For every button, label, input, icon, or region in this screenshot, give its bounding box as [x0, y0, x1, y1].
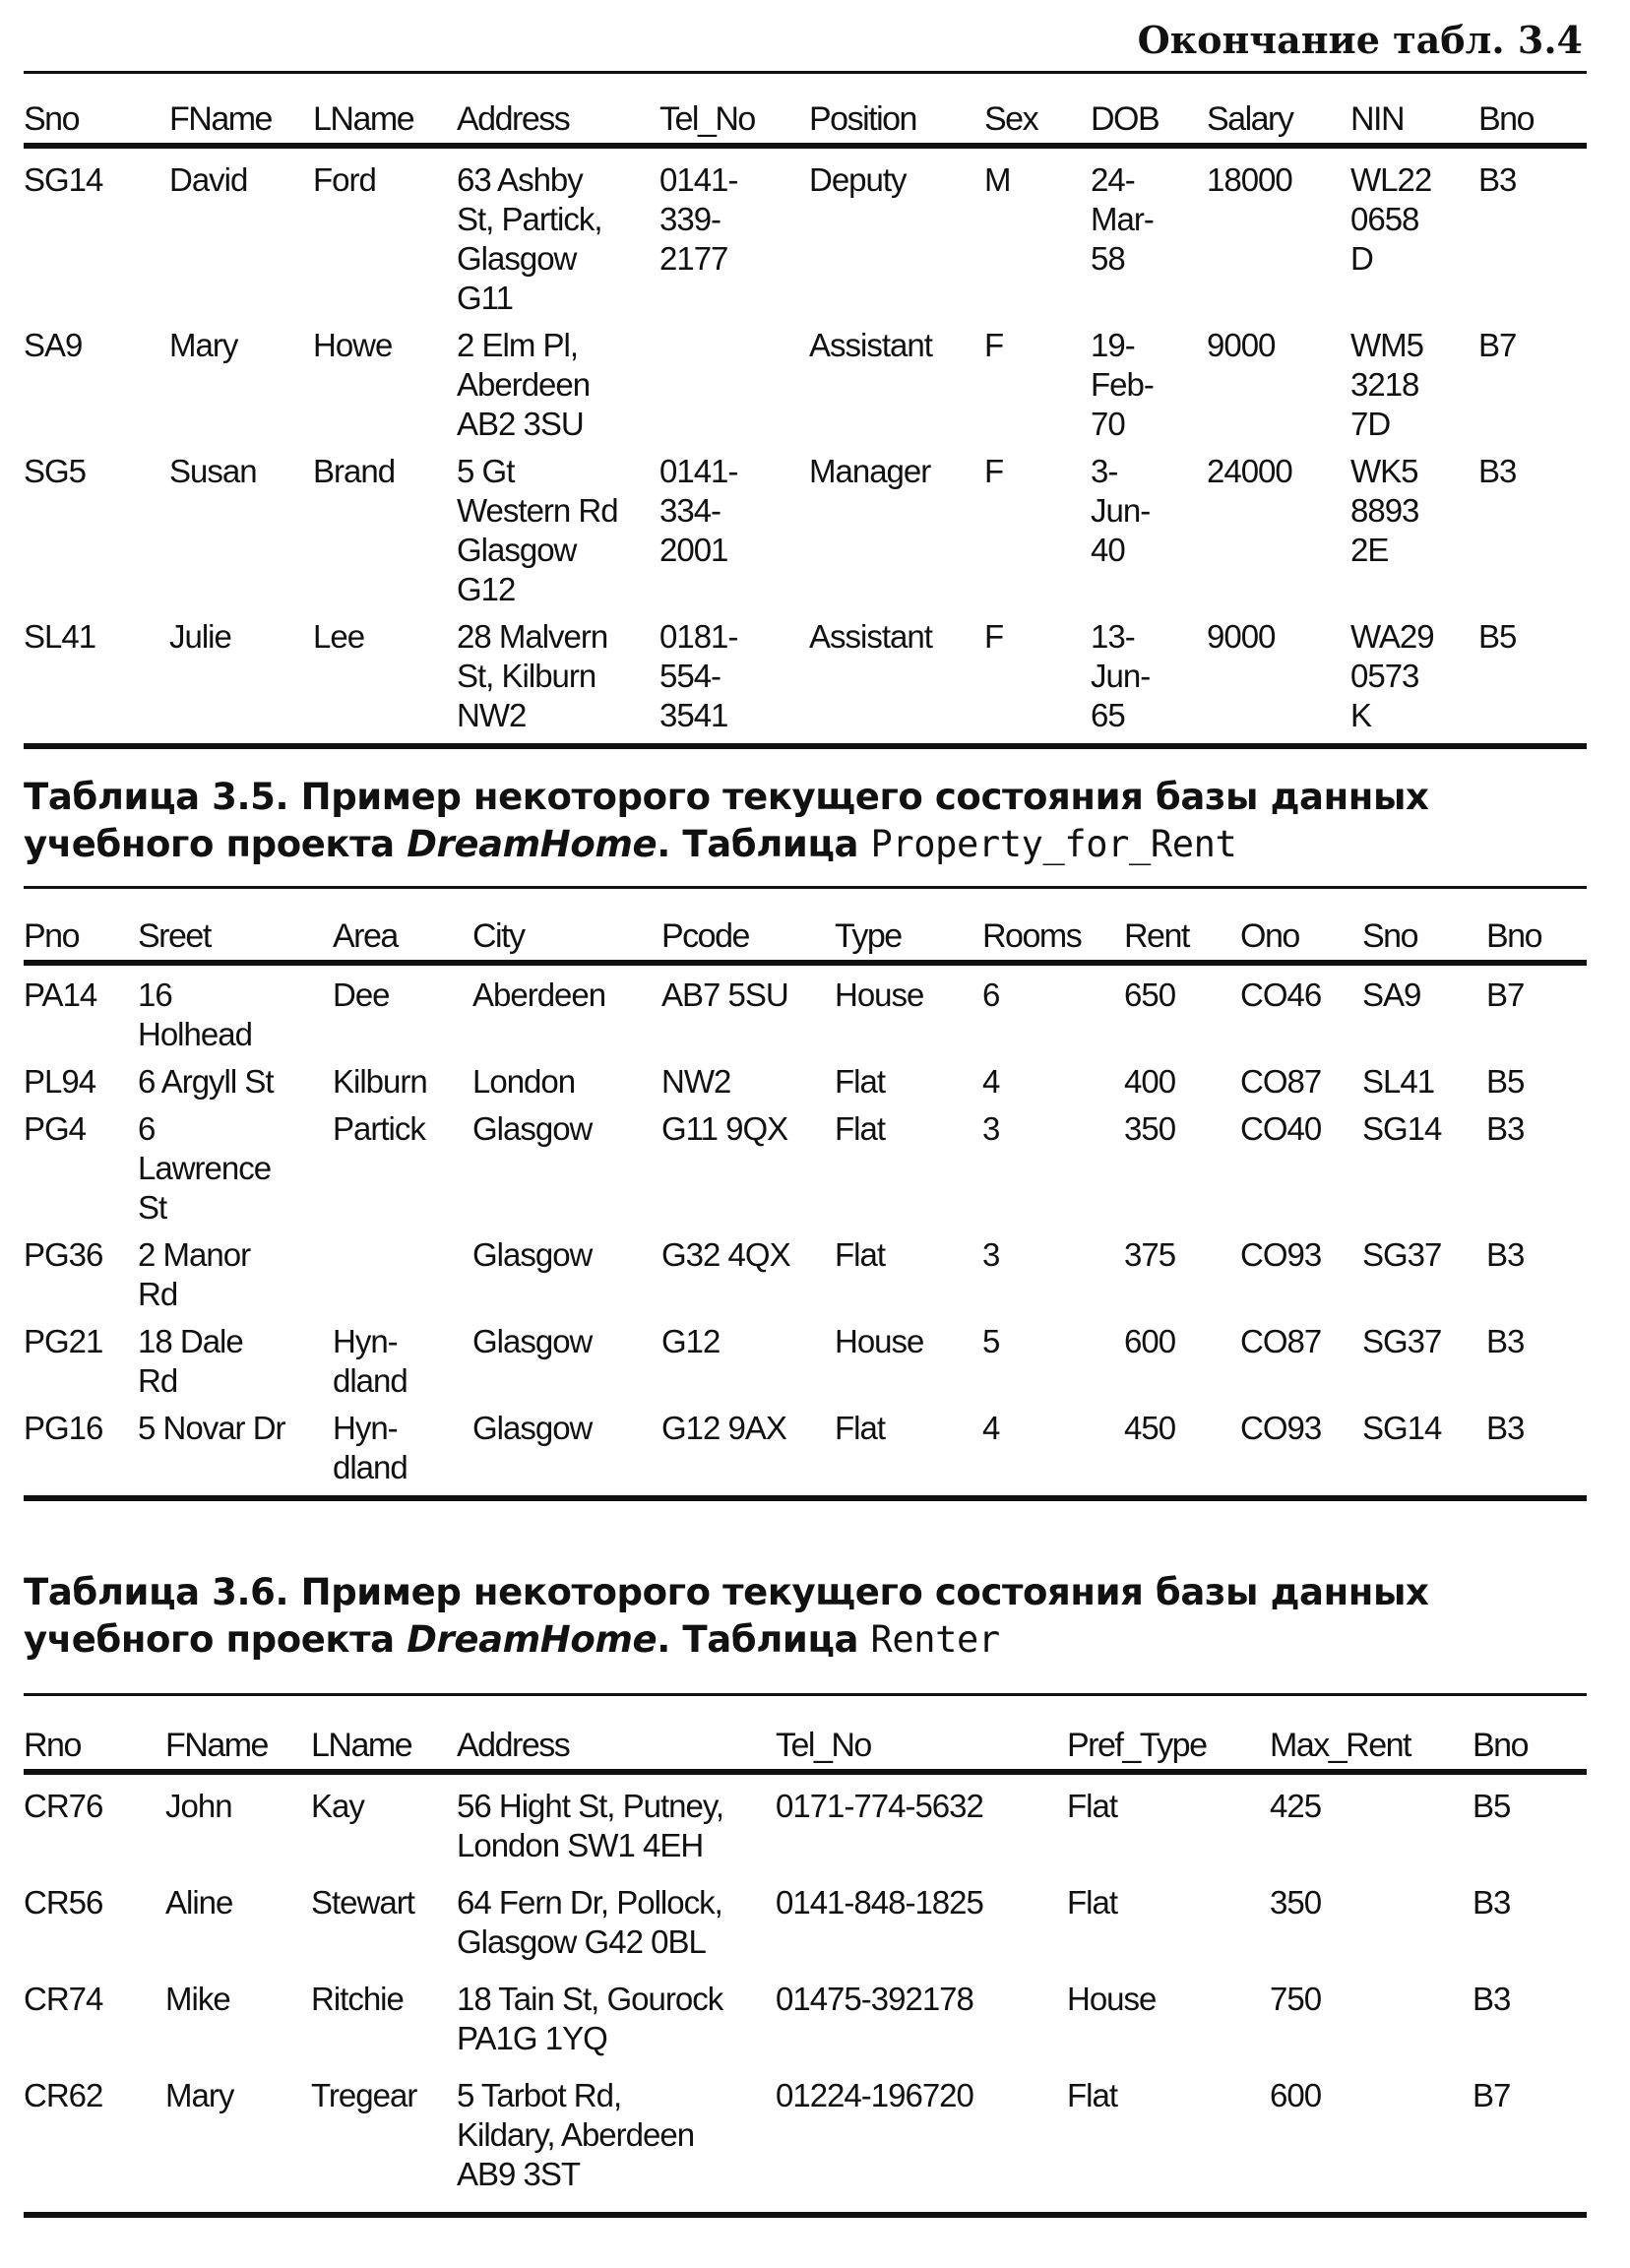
- table-cell: Manager: [809, 453, 931, 489]
- table-cell: 650: [1124, 976, 1176, 1013]
- table-cell: 600: [1124, 1323, 1176, 1359]
- table-cell: 5 Novar Dr: [138, 1409, 333, 1498]
- table-cell: WL22 0658 D: [1350, 161, 1432, 277]
- table-cell: 3: [982, 1110, 1000, 1147]
- table-cell: 425: [1270, 1788, 1322, 1824]
- table-cell: SG37: [1362, 1323, 1442, 1359]
- table-cell: Mike: [165, 1981, 230, 2017]
- caption-table-name: Property_for_Rent: [870, 823, 1237, 865]
- table-cell: B7: [1486, 976, 1525, 1013]
- table-cell: Aberdeen: [472, 976, 606, 1013]
- table-cell: B3: [1486, 1323, 1525, 1359]
- table-cell: John: [165, 1788, 232, 1824]
- table-cell: 2 Manor Rd: [138, 1236, 251, 1312]
- table-cell: Flat: [835, 1236, 886, 1273]
- column-header: Position: [809, 73, 984, 147]
- table-cell: WM5 3218 7D: [1350, 327, 1423, 442]
- column-header: Max_Rent: [1270, 1695, 1473, 1773]
- table-cell: 0181- 554- 3541: [659, 617, 809, 746]
- caption-project-name: DreamHome: [407, 823, 658, 865]
- table-cell: B7: [1478, 327, 1517, 363]
- column-header: Pref_Type: [1067, 1695, 1270, 1773]
- table-cell: Ford: [313, 161, 376, 198]
- table-cell: Dee: [333, 976, 390, 1013]
- table-cell: Mary: [165, 2076, 311, 2215]
- column-header: Pcode: [661, 888, 835, 964]
- table-cell: B3: [1486, 1409, 1587, 1498]
- table-cell: SG14: [1362, 1409, 1486, 1498]
- table-cell: 16 Holhead: [138, 976, 252, 1052]
- renter-header-row: [24, 1695, 1587, 1773]
- continuation-label: Окончание табл. 3.4: [1137, 18, 1583, 62]
- renter-table: [24, 1693, 1587, 2218]
- column-header: City: [472, 888, 661, 964]
- table-cell: 9000: [1207, 617, 1350, 746]
- table-cell: 0141- 339- 2177: [659, 161, 738, 277]
- table-cell: Susan: [169, 453, 257, 489]
- table-cell: NW2: [661, 1063, 731, 1100]
- table-cell: Flat: [835, 1409, 982, 1498]
- table-cell: 750: [1270, 1981, 1322, 2017]
- table-cell: Glasgow: [472, 1323, 593, 1359]
- table-cell: SA9: [1362, 976, 1421, 1013]
- table-row: [24, 1062, 1587, 1109]
- column-header: Pno: [24, 888, 138, 964]
- table-cell: David: [169, 161, 248, 198]
- table-cell: 24- Mar- 58: [1091, 161, 1154, 277]
- table-cell: Partick: [333, 1110, 425, 1147]
- table-cell: 3: [982, 1236, 1000, 1273]
- column-header: Address: [457, 1695, 776, 1773]
- column-header: Sex: [984, 73, 1091, 147]
- table-cell: 01224-196720: [776, 2076, 1067, 2215]
- table-cell: B3: [1486, 1236, 1525, 1273]
- table-cell: 4: [982, 1409, 1124, 1498]
- table-cell: WA29 0573 K: [1350, 617, 1478, 746]
- table-cell: M: [984, 161, 1011, 198]
- table-cell: 18 Dale Rd: [138, 1323, 243, 1399]
- table-row: [24, 1322, 1587, 1409]
- table-cell: CO87: [1240, 1323, 1322, 1359]
- table-cell: 28 Malvern St, Kilburn NW2: [457, 617, 659, 746]
- table-cell: 13- Jun- 65: [1091, 617, 1207, 746]
- table-cell: B5: [1473, 1788, 1511, 1824]
- table-cell: Lee: [313, 617, 457, 746]
- table-cell: PG16: [24, 1409, 138, 1498]
- table-cell: Deputy: [809, 161, 907, 198]
- table-cell: CO93: [1240, 1409, 1362, 1498]
- table-cell: CO93: [1240, 1236, 1322, 1273]
- column-header: Bno: [1478, 73, 1587, 147]
- caption-text-middle: . Таблица: [657, 823, 871, 865]
- table-cell: [659, 326, 809, 452]
- table-cell: House: [835, 976, 924, 1013]
- table-cell: 24000: [1207, 453, 1292, 489]
- table-cell: Brand: [313, 453, 396, 489]
- table-cell: 18000: [1207, 161, 1292, 198]
- column-header: LName: [311, 1695, 457, 1773]
- staff-table: [24, 71, 1587, 749]
- table-cell: PG36: [24, 1236, 103, 1273]
- table-row: [24, 326, 1587, 452]
- column-header: Sreet: [138, 888, 333, 964]
- column-header: Rooms: [982, 888, 1124, 964]
- table-cell: 350: [1270, 1884, 1322, 1921]
- table-row: [24, 452, 1587, 617]
- table-cell: G12 9AX: [661, 1409, 835, 1498]
- table-row: [24, 1409, 1587, 1498]
- table-row: [24, 1772, 1587, 1883]
- table-cell: 01475-392178: [776, 1981, 973, 2017]
- column-header: Tel_No: [659, 73, 809, 147]
- table-cell: SA9: [24, 327, 83, 363]
- column-header: FName: [165, 1695, 311, 1773]
- table-cell: G12: [661, 1323, 721, 1359]
- table-cell: 5: [982, 1323, 1000, 1359]
- column-header: Rno: [24, 1695, 165, 1773]
- column-header: Salary: [1207, 73, 1350, 147]
- table-row: [24, 963, 1587, 1062]
- column-header: Area: [333, 888, 472, 964]
- table-cell: CO87: [1240, 1063, 1322, 1100]
- caption-text: Таблица 3.6. Пример некоторого текущего состояния базы данных учебного проекта: [24, 1571, 1429, 1661]
- table-cell: G11 9QX: [661, 1110, 788, 1147]
- table-cell: 6: [982, 976, 1000, 1013]
- table-row: [24, 617, 1587, 746]
- table-cell: 19- Feb- 70: [1091, 327, 1154, 442]
- caption-text: Таблица 3.5. Пример некоторого текущего состояния базы данных учебного проекта: [24, 776, 1429, 865]
- table-cell: Howe: [313, 327, 393, 363]
- table-cell: 5 Gt Western Rd Glasgow G12: [457, 453, 618, 607]
- table-cell: Hyn- dland: [333, 1409, 472, 1498]
- table-cell: 0141-848-1825: [776, 1884, 983, 1921]
- table-cell: 64 Fern Dr, Pollock, Glasgow G42 0BL: [457, 1884, 722, 1960]
- table-row: [24, 1883, 1587, 1980]
- table-cell: B3: [1473, 1884, 1511, 1921]
- table-row: [24, 1980, 1587, 2076]
- table-cell: B3: [1478, 453, 1517, 489]
- column-header: Tel_No: [776, 1695, 1067, 1773]
- table-cell: Kay: [311, 1788, 364, 1824]
- table-cell: 3- Jun- 40: [1091, 453, 1151, 568]
- table-cell: 56 Hight St, Putney, London SW1 4EH: [457, 1788, 724, 1863]
- table-cell: Glasgow: [472, 1409, 661, 1498]
- column-header: Sno: [24, 73, 169, 147]
- table-cell: 600: [1270, 2076, 1473, 2215]
- table-cell: WK5 8893 2E: [1350, 453, 1419, 568]
- table-cell: Kilburn: [333, 1063, 427, 1100]
- column-header: NIN: [1350, 73, 1478, 147]
- column-header: Bno: [1486, 888, 1587, 964]
- table-cell: PA14: [24, 976, 97, 1013]
- table-cell: SG14: [24, 161, 103, 198]
- table-cell: SL41: [24, 617, 169, 746]
- table-cell: 18 Tain St, Gourock PA1G 1YQ: [457, 1981, 723, 2056]
- table-cell: Ritchie: [311, 1981, 404, 2017]
- caption-project-name: DreamHome: [407, 1618, 658, 1661]
- table-cell: Flat: [1067, 2076, 1270, 2215]
- table-cell: SG14: [1362, 1110, 1442, 1147]
- table-cell: 4: [982, 1063, 1000, 1100]
- table-cell: 9000: [1207, 327, 1276, 363]
- table-cell: CR74: [24, 1981, 103, 2017]
- table-cell: CR62: [24, 2076, 165, 2215]
- table-cell: 0141- 334- 2001: [659, 453, 738, 568]
- table-cell: 0171-774-5632: [776, 1788, 983, 1824]
- caption-table-name: Renter: [870, 1618, 1000, 1661]
- table-cell: B5: [1486, 1063, 1525, 1100]
- table-cell: CO46: [1240, 976, 1322, 1013]
- table-cell: Assistant: [809, 327, 932, 363]
- table-cell: Julie: [169, 617, 313, 746]
- table-cell: 5 Tarbot Rd, Kildary, Aberdeen AB9 3ST: [457, 2076, 776, 2215]
- table-cell: 6 Lawrence St: [138, 1110, 272, 1226]
- column-header: Sno: [1362, 888, 1486, 964]
- table-cell: CR56: [24, 1884, 103, 1921]
- table-cell: Stewart: [311, 1884, 414, 1921]
- column-header: FName: [169, 73, 313, 147]
- table-cell: Flat: [1067, 1884, 1118, 1921]
- column-header: Ono: [1240, 888, 1362, 964]
- table-cell: Flat: [835, 1110, 886, 1147]
- table-cell: G32 4QX: [661, 1236, 790, 1273]
- table-cell: Assistant: [809, 617, 984, 746]
- table-cell: B3: [1478, 161, 1517, 198]
- column-header: Rent: [1124, 888, 1240, 964]
- table-cell: London: [472, 1063, 576, 1100]
- table-cell: SL41: [1362, 1063, 1435, 1100]
- table-cell: F: [984, 327, 1004, 363]
- table-cell: B7: [1473, 2076, 1587, 2215]
- column-header: Address: [457, 73, 659, 147]
- table-cell: F: [984, 617, 1091, 746]
- table-cell: CO40: [1240, 1110, 1322, 1147]
- table-cell: House: [835, 1323, 924, 1359]
- table-cell: F: [984, 453, 1004, 489]
- table-cell: 450: [1124, 1409, 1240, 1498]
- table-cell: [333, 1235, 472, 1322]
- property-table: [24, 886, 1587, 1501]
- table-row: [24, 1109, 1587, 1235]
- property-table-caption: [24, 774, 1599, 868]
- table-cell: 400: [1124, 1063, 1176, 1100]
- caption-text-middle: . Таблица: [657, 1618, 871, 1661]
- property-header-row: [24, 888, 1587, 964]
- column-header: LName: [313, 73, 457, 147]
- table-cell: 2 Elm Pl, Aberdeen AB2 3SU: [457, 327, 591, 442]
- table-cell: B3: [1473, 1981, 1511, 2017]
- table-row: [24, 146, 1587, 326]
- column-header: Type: [835, 888, 982, 964]
- table-cell: PL94: [24, 1063, 96, 1100]
- table-row: [24, 2076, 1587, 2215]
- table-cell: House: [1067, 1981, 1157, 2017]
- column-header: DOB: [1091, 73, 1207, 147]
- table-cell: PG21: [24, 1323, 103, 1359]
- table-cell: B3: [1486, 1110, 1525, 1147]
- table-cell: Mary: [169, 327, 238, 363]
- staff-header-row: [24, 73, 1587, 147]
- table-cell: 350: [1124, 1110, 1176, 1147]
- table-cell: SG5: [24, 453, 87, 489]
- table-cell: 63 Ashby St, Partick, Glasgow G11: [457, 161, 602, 316]
- table-cell: Flat: [1067, 1788, 1118, 1824]
- table-cell: 6 Argyll St: [138, 1063, 274, 1100]
- table-cell: AB7 5SU: [661, 976, 788, 1013]
- table-cell: 375: [1124, 1236, 1176, 1273]
- table-cell: Aline: [165, 1884, 233, 1921]
- column-header: Bno: [1473, 1695, 1587, 1773]
- table-cell: Glasgow: [472, 1110, 593, 1147]
- renter-table-caption: [24, 1569, 1599, 1664]
- table-cell: Glasgow: [472, 1236, 593, 1273]
- table-cell: CR76: [24, 1788, 103, 1824]
- table-cell: SG37: [1362, 1236, 1442, 1273]
- table-cell: PG4: [24, 1110, 87, 1147]
- table-cell: Tregear: [311, 2076, 457, 2215]
- table-cell: B5: [1478, 617, 1587, 746]
- table-cell: Flat: [835, 1063, 886, 1100]
- table-row: [24, 1235, 1587, 1322]
- table-cell: Hyn- dland: [333, 1323, 408, 1399]
